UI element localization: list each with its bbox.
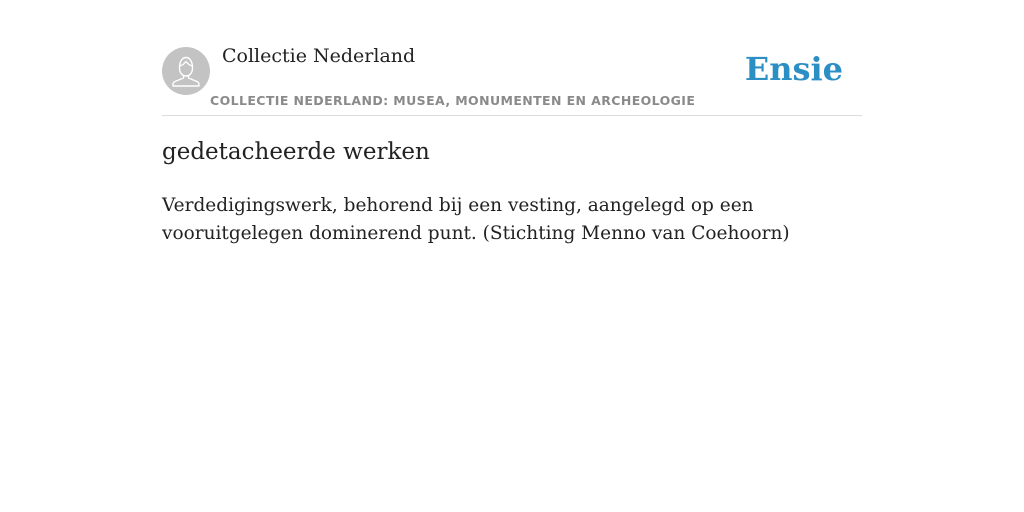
user-silhouette-icon [162,47,210,95]
entry-definition: Verdedigingswerk, behorend bij een vesting, aangelegd op een vooruitgelegen dominerend punt. (Stichting Menno van Coehoorn) [162,195,790,244]
header [162,40,862,116]
collection-subtitle: COLLECTIE NEDERLAND: MUSEA, MONUMENTEN EN ARCHEOLOGIE [210,93,696,108]
entry-title: gedetacheerde werken [162,139,430,165]
author-name[interactable]: Collectie Nederland [222,45,416,67]
ensie-logo[interactable]: Ensie [744,50,843,88]
avatar[interactable] [162,47,210,95]
